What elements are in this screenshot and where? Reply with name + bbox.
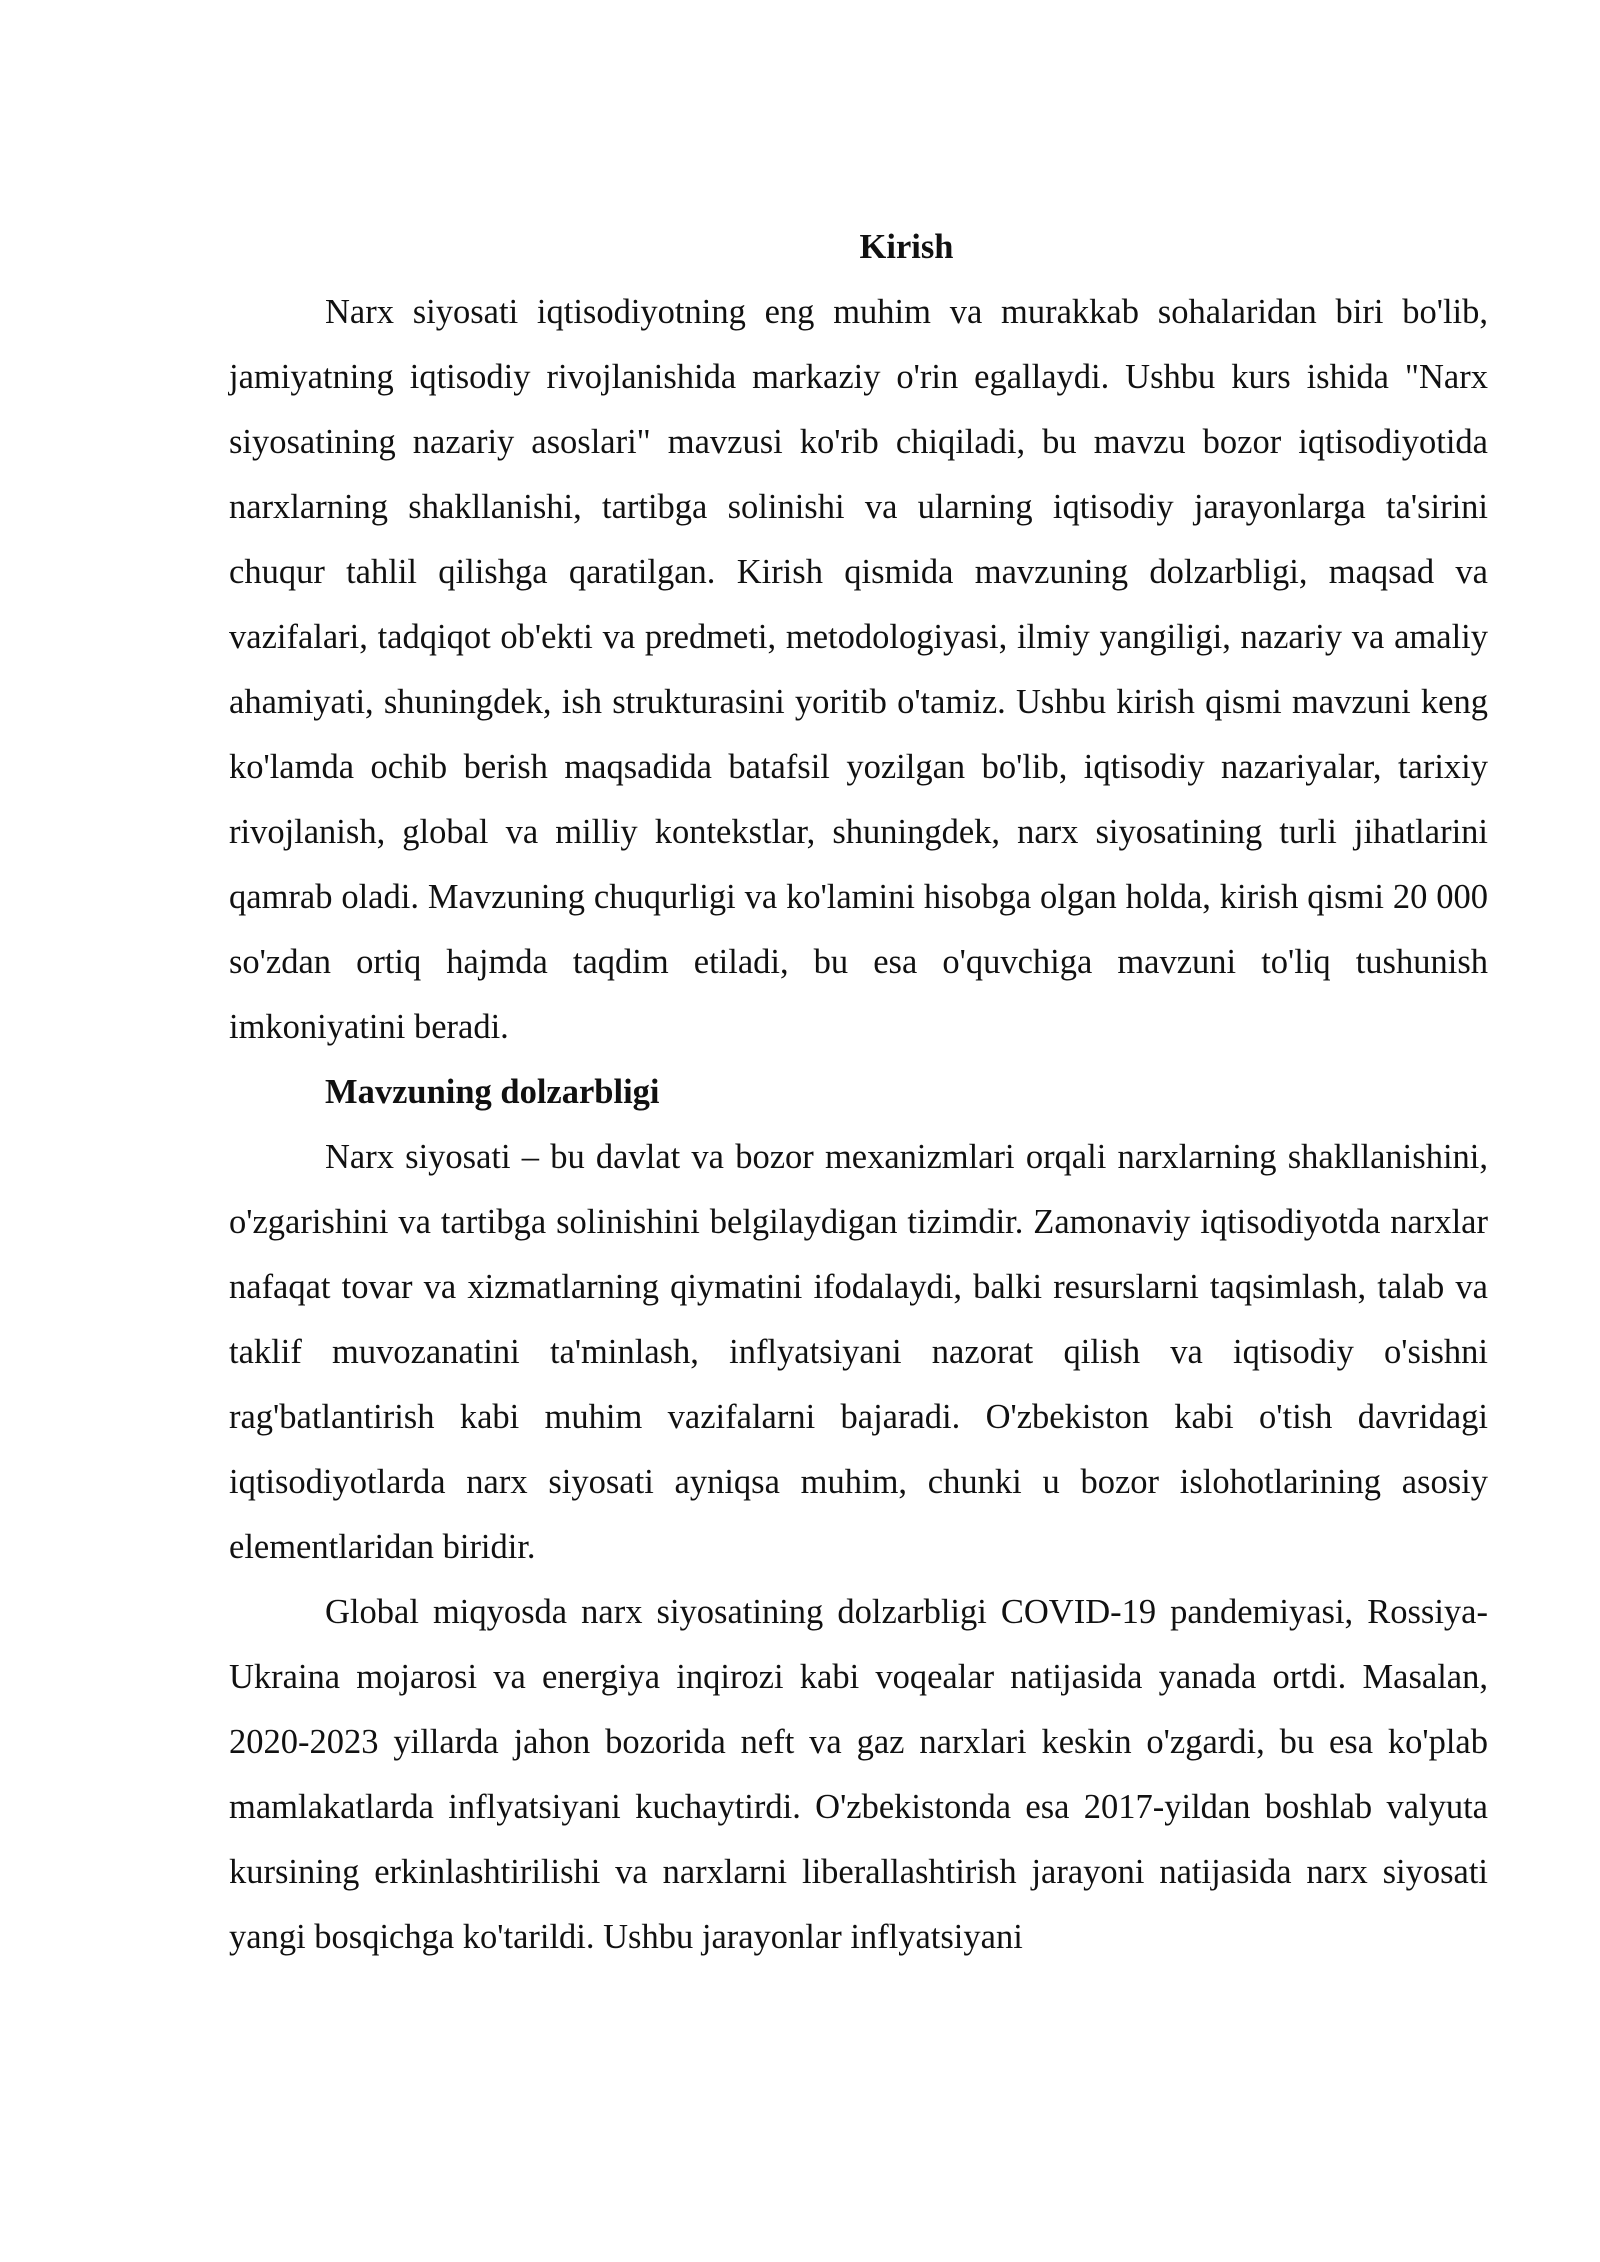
intro-paragraph: Narx siyosati iqtisodiyotning eng muhim va murakkab sohalaridan biri bo'lib, jamiyatning iqtisodiy rivojlanishida markaziy o'rin egallaydi. Ushbu kurs ishida "Narx siyosatining nazariy asoslari" mavzusi ko'rib chiqiladi, bu mavzu bozor iqtisodiyotida narxlarning shakllanishi, tartibga solinishi va ularning iqtisodiy jarayonlarga ta'sirini chuqur tahlil qilishga qaratilgan. Kirish qismida mavzuning dolzarbligi, maqsad va vazifalari, tadqiqot ob'ekti va predmeti, metodologiyasi, ilmiy yangiligi, nazariy va amaliy ahamiyati, shuningdek, ish strukturasini yoritib o'tamiz. Ushbu kirish qismi mavzuni keng ko'lamda ochib berish maqsadida batafsil yozilgan bo'lib, iqtisodiy nazariyalar, tarixiy rivojlanish, global va milliy kontekstlar, shuningdek, narx siyosatining turli jihatlarini qamrab oladi. Mavzuning chuqurligi va ko'lamini hisobga olgan holda, kirish qismi 20 000 so'zdan ortiq hajmda taqdim etiladi, bu esa o'quvchiga mavzuni to'liq tushunish imkoniyatini beradi. (229, 293, 1488, 1046)
document-body (229, 215, 1488, 1970)
document-title: Kirish (859, 228, 954, 266)
section-heading: Mavzuning dolzarbligi (325, 1073, 660, 1111)
section-paragraph-1: Narx siyosati – bu davlat va bozor mexanizmlari orqali narxlarning shakllanishini, o'zgarishini va tartibga solinishini belgilaydigan tizimdir. Zamonaviy iqtisodiyotda narxlar nafaqat tovar va xizmatlarning qiymatini ifodalaydi, balki resurslarni taqsimlash, talab va taklif muvozanatini ta'minlash, inflyatsiyani nazorat qilish va iqtisodiy o'sishni rag'batlantirish kabi muhim vazifalarni bajaradi. O'zbekiston kabi o'tish davridagi iqtisodiyotlarda narx siyosati ayniqsa muhim, chunki u bozor islohotlarining asosiy elementlaridan biridir. (229, 1138, 1488, 1566)
section-paragraph-2: Global miqyosda narx siyosatining dolzarbligi COVID-19 pandemiyasi, Rossiya-Ukraina mojarosi va energiya inqirozi kabi voqealar natijasida yanada ortdi. Masalan, 2020-2023 yillarda jahon bozorida neft va gaz narxlari keskin o'zgardi, bu esa ko'plab mamlakatlarda inflyatsiyani kuchaytirdi. O'zbekistonda esa 2017-yildan boshlab valyuta kursining erkinlashtirilishi va narxlarni liberallashtirish jarayoni natijasida narx siyosati yangi bosqichga ko'tarildi. Ushbu jarayonlar inflyatsiyani (229, 1593, 1488, 1956)
